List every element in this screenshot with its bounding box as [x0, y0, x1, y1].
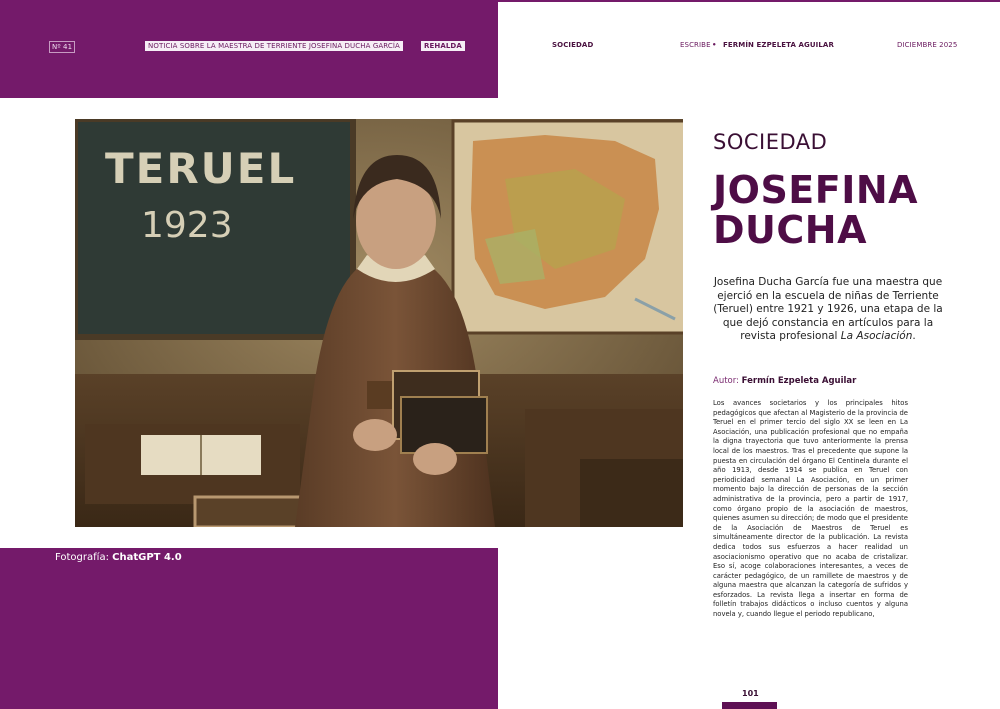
- section-title: SOCIEDAD: [713, 130, 828, 154]
- classroom-illustration: [75, 119, 683, 527]
- title-line-1: JOSEFINA: [713, 168, 919, 212]
- article-photo: [75, 119, 683, 527]
- slate: [195, 497, 313, 527]
- header-date: DICIEMBRE 2025: [897, 41, 958, 49]
- footer-color-panel: [0, 548, 498, 709]
- blackboard-text-1: TERUEL: [105, 144, 297, 193]
- header-section: SOCIEDAD: [552, 41, 594, 49]
- article-body: Los avances societarios y los principales hitos pedagógicos que afectan al Magisterio de la provincia de Teruel en el primer tercio del siglo XX se leen en La Asociación, una publicación profesional que no empaña la digna trayectoria que tuvo anteriormente la prensa local de los maestros. Tras el precedente que supone la puesta en circulación del órgano El Centinela durante el año 1913, desde 1914 se publica en Teruel con periodicidad semanal La Asociación, en un primer momento bajo la dirección de personas de la sección administrativa de la provincia, pero a partir de 1917, como órgano propio de la asociación de maestros, quienes asumen su dirección; de modo que el presidente de la Asociación de Maestros de Teruel es simultáneamente director de la publicación. La revista dedica todos sus esfuerzos a hacer realidad un asociacionismo operativo que no acaba de cristalizar. Eso sí, acoge colaboraciones interesantes, a veces de carácter pedagógico, de un ramillete de maestros y de alguna maestra que alcanzan la categoría de sufridos y esforzados. La revista llega a insertar en forma de folletín trabajos didácticos o incluso cuentos y alguna novela y, cuando llegue el periodo republicano,: [713, 399, 908, 619]
- escribe-label: ESCRIBE: [680, 41, 711, 49]
- author-name: Fermín Ezpeleta Aguilar: [741, 376, 857, 386]
- author-line: [713, 376, 943, 386]
- photo-caption: [55, 552, 182, 563]
- header-separator: •: [712, 41, 717, 49]
- intro-end: .: [912, 330, 916, 342]
- caption-value: ChatGPT 4.0: [112, 552, 182, 563]
- page-number-bar: [722, 702, 777, 709]
- publication-name: REHALDA: [421, 41, 465, 51]
- intro-text: Josefina Ducha García fue una maestra que ejerció en la escuela de niñas de Terriente (Teruel) entre 1921 y 1926, una etapa de la que dejó constancia en artículos para la revista profesional: [713, 276, 943, 342]
- caption-label: Fotografía:: [55, 552, 109, 563]
- page-number: 101: [742, 689, 759, 698]
- notice-label: NOTICIA SOBRE LA MAESTRA DE TERRIENTE JOSEFINA DUCHA GARCÍA: [145, 41, 403, 51]
- title-line-2: DUCHA: [713, 208, 867, 252]
- author-label: Autor:: [713, 376, 739, 386]
- intro-italic: La Asociación: [840, 330, 913, 342]
- article-title: [713, 170, 943, 250]
- article-intro: [713, 276, 943, 344]
- issue-number: Nº 41: [49, 41, 75, 53]
- blackboard-text-2: 1923: [141, 205, 233, 246]
- header-author: FERMÍN EZPELETA AGUILAR: [723, 41, 834, 49]
- top-border-right: [498, 0, 1000, 2]
